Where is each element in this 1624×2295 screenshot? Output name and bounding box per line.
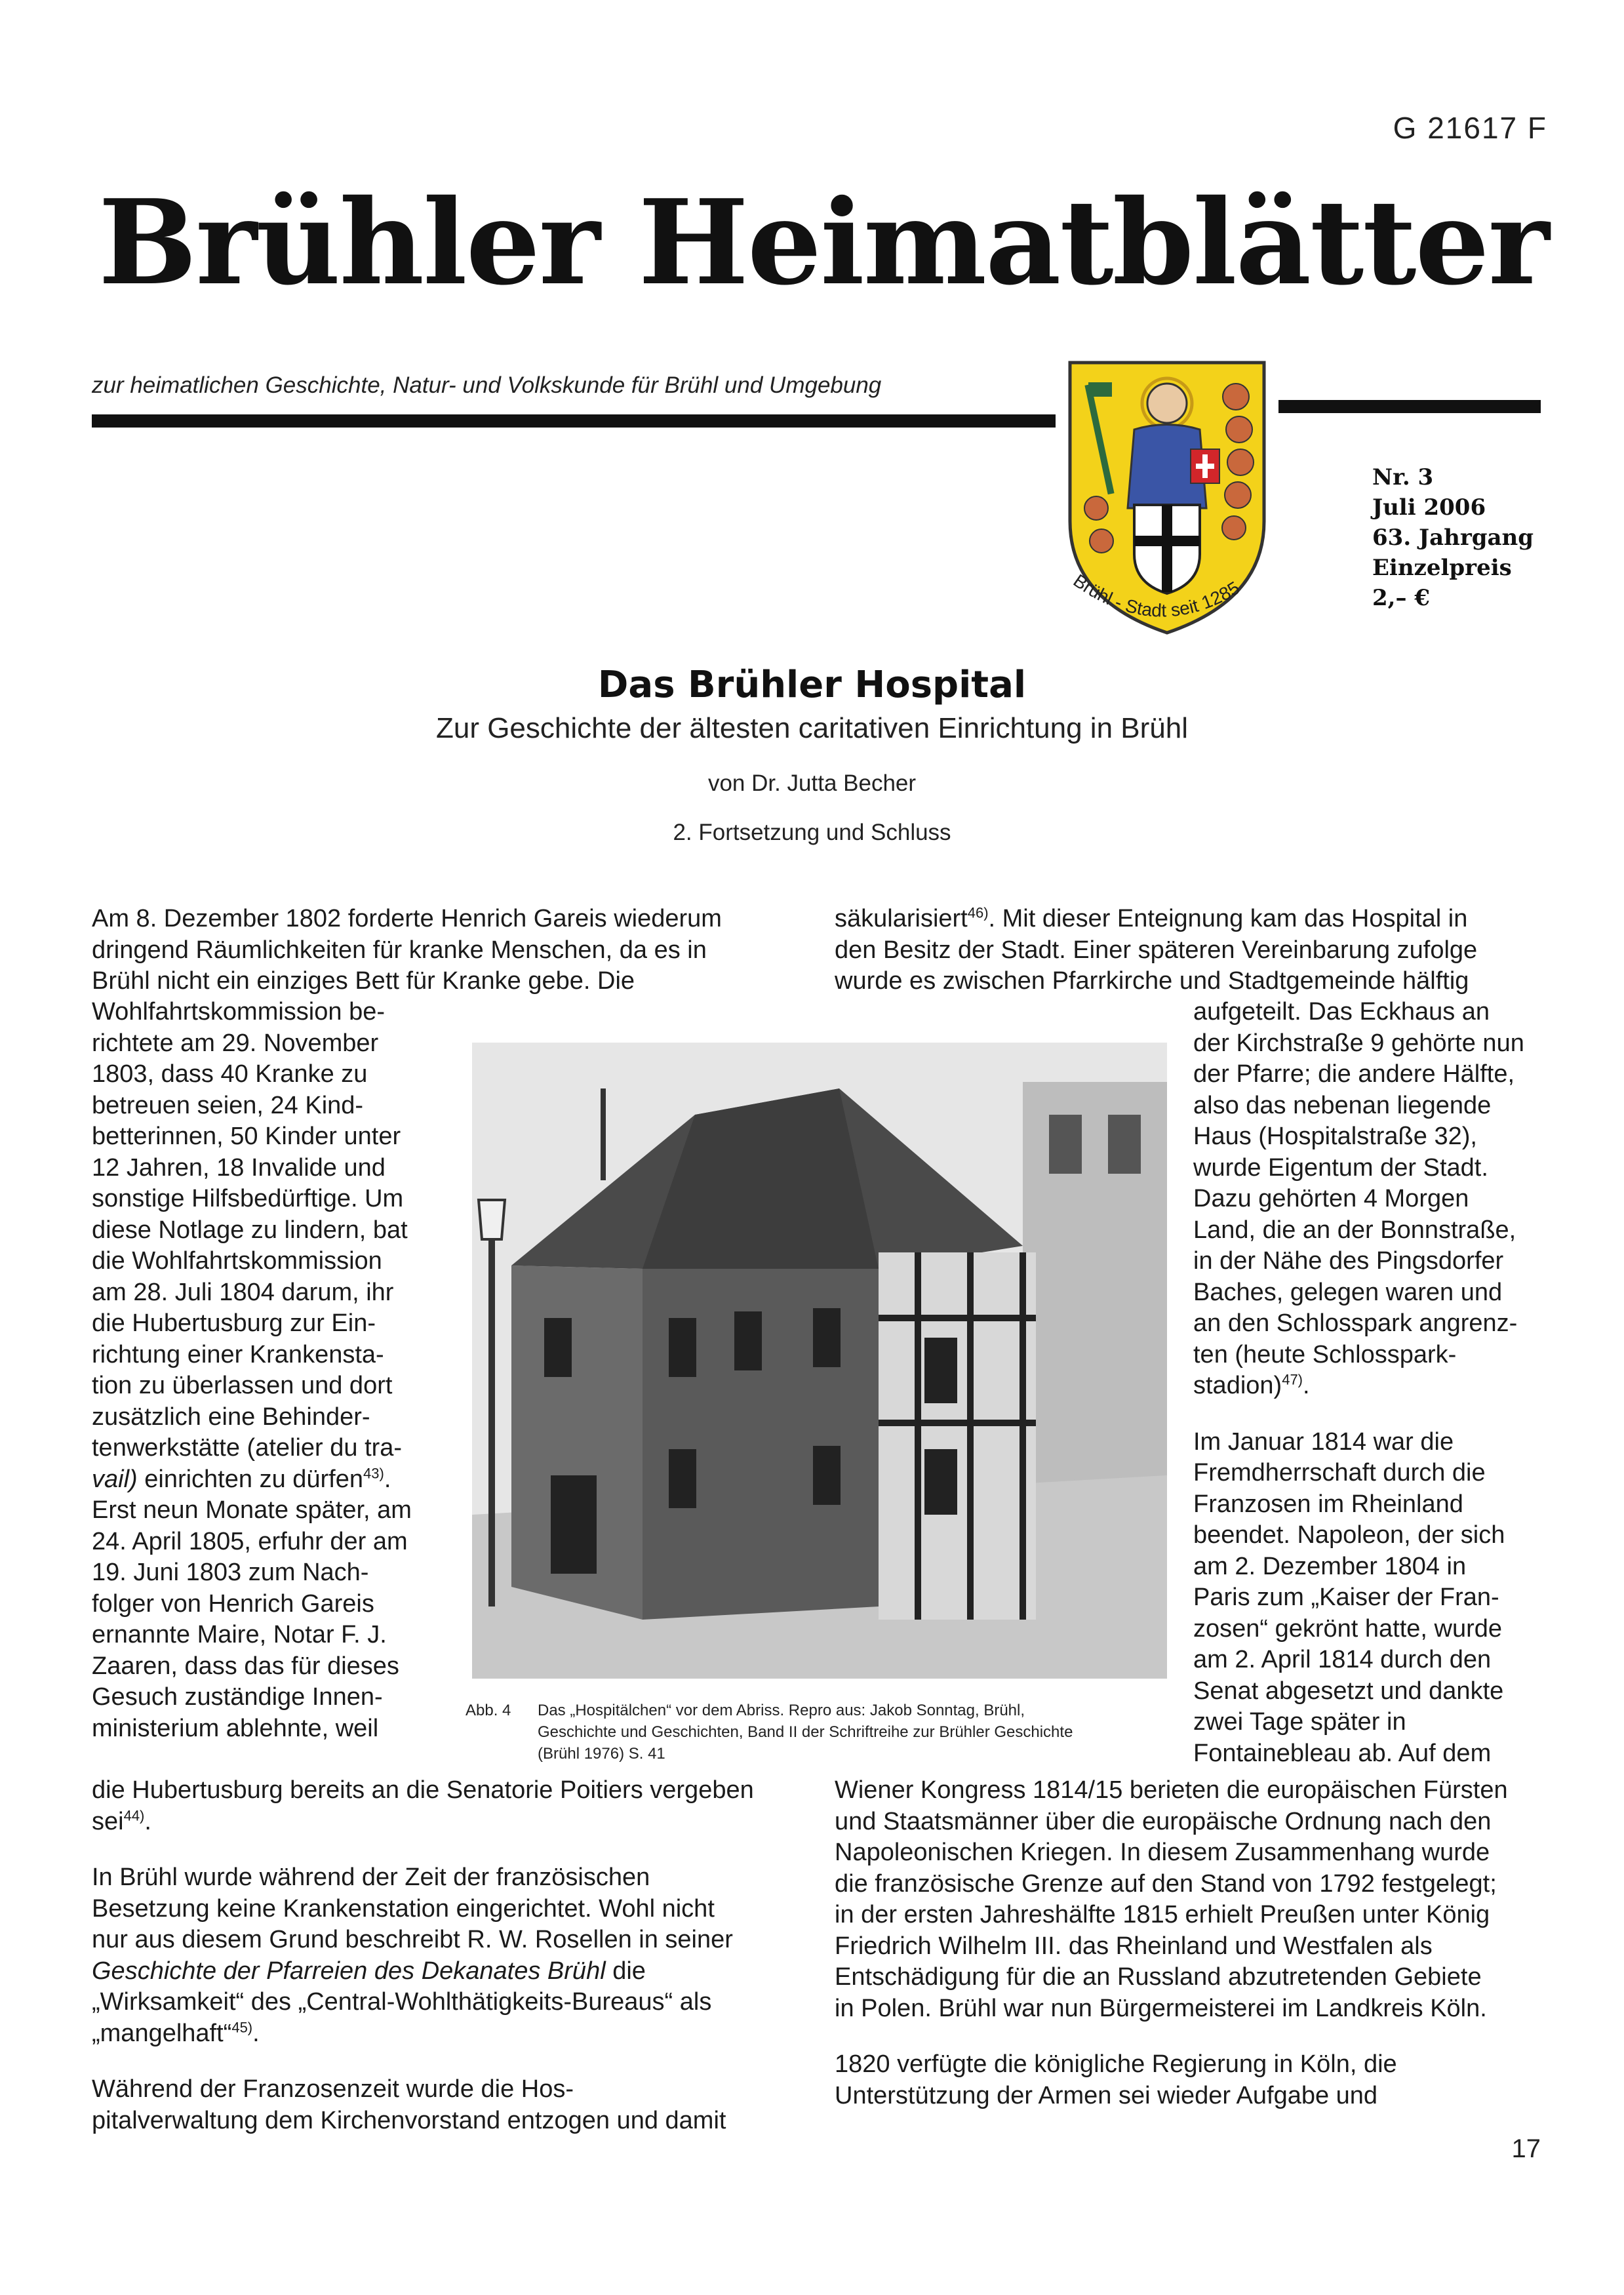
masthead-subtitle: zur heimatlichen Geschichte, Natur- und Volkskunde für Brühl und Umgebung xyxy=(92,372,882,398)
text-line: sei$^{44)}$. xyxy=(92,1806,151,1835)
text-line: Erst neun Monate später, am xyxy=(92,1496,412,1524)
text-line: Friedrich Wilhelm III. das Rheinland und Westfalen als xyxy=(835,1932,1433,1960)
header-rule-left xyxy=(92,414,1056,428)
text-line: Unterstützung der Armen sei wieder Aufgabe und xyxy=(835,2081,1378,2109)
article-subtitle: Zur Geschichte der ältesten caritativen Einrichtung in Brühl xyxy=(435,712,1188,744)
italic-text: Geschichte der Pfarreien des Dekanates Brühl xyxy=(92,1957,606,1985)
figure-label: Abb. 4 xyxy=(465,1702,511,1719)
footnote-ref: 46) xyxy=(967,904,989,921)
text-line: der Pfarre; die andere Hälfte, xyxy=(1193,1060,1515,1088)
text-line: richtete am 29. November xyxy=(92,1029,379,1057)
text-line: wurde es zwischen Pfarrkirche und Stadtgemeinde hälftig xyxy=(835,967,1469,995)
text-line: Haus (Hospitalstraße 32), xyxy=(1193,1123,1477,1150)
text-line: „Wirksamkeit“ des „Central-Wohlthätigkeits-Bureaus“ als xyxy=(92,1988,712,2016)
text-line: Entschädigung für die an Russland abzutretenden Gebiete xyxy=(835,1963,1482,1991)
text-line: und Staatsmänner über die europäische Ordnung nach den xyxy=(835,1807,1492,1835)
text-line: Im Januar 1814 war die xyxy=(1193,1427,1454,1456)
text-line: 12 Jahren, 18 Invalide und xyxy=(92,1153,386,1182)
text-fragment: sei xyxy=(92,1807,124,1835)
text-line: Wiener Kongress 1814/15 berieten die europäischen Fürsten xyxy=(835,1776,1508,1804)
price-label: Einzelpreis xyxy=(1372,555,1512,581)
text-line: zosen“ gekrönt hatte, wurde xyxy=(1193,1614,1503,1643)
text-line: pitalverwaltung dem Kirchenvorstand entzogen und damit xyxy=(92,2106,726,2134)
text-line: die französische Grenze auf den Stand von 1792 festgelegt; xyxy=(835,1869,1497,1898)
text-line: die Hubertusburg zur Ein- xyxy=(92,1309,376,1337)
masthead-title: Brühler Heimatblätter xyxy=(98,174,1549,311)
text-line: folger von Henrich Gareis xyxy=(92,1589,374,1618)
text-line: Am 8. Dezember 1802 forderte Henrich Gareis wiederum xyxy=(92,905,722,932)
header-rule-right xyxy=(1278,400,1541,413)
left-column-bottom xyxy=(92,1775,797,2136)
text-line: Zaaren, dass das für dieses xyxy=(92,1652,399,1680)
left-column-narrow xyxy=(92,997,459,1744)
footnote-ref: 44) xyxy=(123,1806,145,1824)
text-line: Baches, gelegen waren und xyxy=(1193,1278,1503,1306)
footnote-ref: 47) xyxy=(1282,1371,1303,1388)
text-line: Gesuch zuständige Innen- xyxy=(92,1683,383,1711)
figure-caption xyxy=(465,1700,1174,1765)
right-column-top xyxy=(835,904,1541,997)
text-line: zwei Tage später in xyxy=(1193,1708,1406,1736)
text-line: Während der Franzosenzeit wurde die Hos- xyxy=(92,2075,574,2103)
text-line: richtung einer Krankensta- xyxy=(92,1340,384,1368)
text-line: am 2. April 1814 durch den xyxy=(1193,1646,1492,1673)
text-line: beendet. Napoleon, der sich xyxy=(1193,1521,1505,1549)
page-number: 17 xyxy=(1511,2134,1541,2163)
text-line: Paris zum „Kaiser der Fran- xyxy=(1193,1584,1499,1611)
text-line: Land, die an der Bonnstraße, xyxy=(1193,1216,1516,1244)
text-line: Wohlfahrtskommission be- xyxy=(92,998,386,1026)
text-line: betreuen seien, 24 Kind- xyxy=(92,1091,364,1119)
text-line: stadion)$^{47)}$. xyxy=(1193,1371,1310,1399)
left-column-top xyxy=(92,904,797,997)
text-line: betterinnen, 50 Kinder unter xyxy=(92,1123,401,1150)
text-line xyxy=(835,904,1541,935)
text-line: Besetzung keine Krankenstation eingerichtet. Wohl nicht xyxy=(92,1894,715,1923)
text-fragment: „mangelhaft“ xyxy=(92,2019,232,2047)
right-column-narrow xyxy=(1193,997,1541,1769)
italic-text: vail) xyxy=(92,1465,138,1493)
text-line: (Brühl 1976) S. 41 xyxy=(538,1745,665,1763)
text-line: ernannte Maire, Notar F. J. xyxy=(92,1621,387,1648)
text-line: vail) einrichten zu dürfen$^{43)}$. xyxy=(92,1464,391,1493)
text-line: ten (heute Schlosspark- xyxy=(1193,1340,1457,1368)
text-line: Fremdherrschaft durch die xyxy=(1193,1459,1486,1487)
text-line: nur aus diesem Grund beschreibt R. W. Rosellen in seiner xyxy=(92,1926,733,1953)
issue-number: Nr. 3 xyxy=(1372,464,1434,490)
issue-volume: 63. Jahrgang xyxy=(1372,525,1534,551)
text-fragment: . Mit dieser Enteignung kam das Hospital in xyxy=(988,905,1468,932)
footnote-ref: 43) xyxy=(363,1464,384,1481)
text-line: die Hubertusburg bereits an die Senatorie Poitiers vergeben xyxy=(92,1776,754,1804)
text-line: in Polen. Brühl war nun Bürgermeisterei im Landkreis Köln. xyxy=(835,1994,1487,2022)
text-line: dringend Räumlichkeiten für kranke Menschen, da es in xyxy=(92,936,707,964)
price-value: 2,– € xyxy=(1372,585,1430,611)
text-line: Napoleonischen Kriegen. In diesem Zusammenhang wurde xyxy=(835,1839,1490,1866)
text-line: Dazu gehörten 4 Morgen xyxy=(1193,1185,1469,1212)
article-byline: von Dr. Jutta Becher xyxy=(707,770,917,796)
text-line: „mangelhaft“$^{45)}$. xyxy=(92,2018,260,2047)
text-line: ministerium ablehnte, weil xyxy=(92,1714,379,1742)
text-line: am 2. Dezember 1804 in xyxy=(1193,1552,1467,1580)
hospital-photo xyxy=(472,1043,1167,1679)
text-line: tenwerkstätte (atelier du tra- xyxy=(92,1434,403,1462)
text-line: in der Nähe des Pingsdorfer xyxy=(1193,1247,1504,1275)
building-illustration xyxy=(472,1043,1167,1679)
text-line: Das „Hospitälchen“ vor dem Abriss. Repro aus: Jakob Sonntag, Brühl, xyxy=(538,1702,1025,1719)
text-line: Franzosen im Rheinland xyxy=(1193,1490,1463,1518)
text-line: am 28. Juli 1804 darum, ihr xyxy=(92,1278,394,1306)
footnote-ref: 45) xyxy=(231,2018,253,2035)
svg-text:Brühl - Stadt seit 1285 xyxy=(1070,570,1243,621)
issue-code: G 21617 F xyxy=(1393,111,1547,145)
text-line: 1820 verfügte die königliche Regierung in Köln, die xyxy=(835,2050,1397,2078)
text-line: zusätzlich eine Behinder- xyxy=(92,1403,370,1431)
text-line xyxy=(92,1956,797,1987)
text-line: in der ersten Jahreshälfte 1815 erhielt Preußen unter König xyxy=(835,1901,1490,1928)
text-line: den Besitz der Stadt. Einer späteren Vereinbarung zufolge xyxy=(835,936,1478,964)
text-fragment: säkularisiert xyxy=(835,905,968,932)
issue-date: Juli 2006 xyxy=(1372,494,1486,521)
issue-info xyxy=(1372,462,1543,613)
text-line: die Wohlfahrtskommission xyxy=(92,1247,382,1275)
text-line: der Kirchstraße 9 gehörte nun xyxy=(1193,1029,1524,1057)
right-column-bottom xyxy=(835,1775,1541,2111)
text-line: Geschichte und Geschichten, Band II der Schriftreihe zur Brühler Geschichte xyxy=(538,1723,1073,1741)
crest-motto-text: Brühl - Stadt seit 1285 xyxy=(1069,570,1244,621)
crest-motto xyxy=(1062,557,1278,656)
text-line: sonstige Hilfsbedürftige. Um xyxy=(92,1185,404,1212)
text-line: 1803, dass 40 Kranke zu xyxy=(92,1060,368,1088)
text-line: In Brühl wurde während der Zeit der französischen xyxy=(92,1864,650,1891)
text-line: also das nebenan liegende xyxy=(1193,1091,1492,1119)
text-fragment: die xyxy=(605,1957,646,1985)
text-line: aufgeteilt. Das Eckhaus an xyxy=(1193,998,1490,1026)
text-fragment: stadion) xyxy=(1193,1372,1282,1399)
text-line: diese Notlage zu lindern, bat xyxy=(92,1216,408,1244)
text-fragment: einrichten zu dürfen xyxy=(137,1465,364,1493)
text-line: tion zu überlassen und dort xyxy=(92,1372,393,1399)
text-line: 24. April 1805, erfuhr der am xyxy=(92,1527,408,1555)
text-line: Brühl nicht ein einziges Bett für Kranke gebe. Die xyxy=(92,967,635,995)
text-line: 19. Juni 1803 zum Nach- xyxy=(92,1559,369,1586)
text-line: wurde Eigentum der Stadt. xyxy=(1193,1153,1488,1182)
article-continuation: 2. Fortsetzung und Schluss xyxy=(673,820,951,845)
text-line: Fontainebleau ab. Auf dem xyxy=(1193,1739,1492,1767)
article-title: Das Brühler Hospital xyxy=(597,664,1027,706)
text-line: Senat abgesetzt und dankte xyxy=(1193,1677,1504,1705)
text-line: an den Schlosspark angrenz- xyxy=(1193,1309,1518,1337)
